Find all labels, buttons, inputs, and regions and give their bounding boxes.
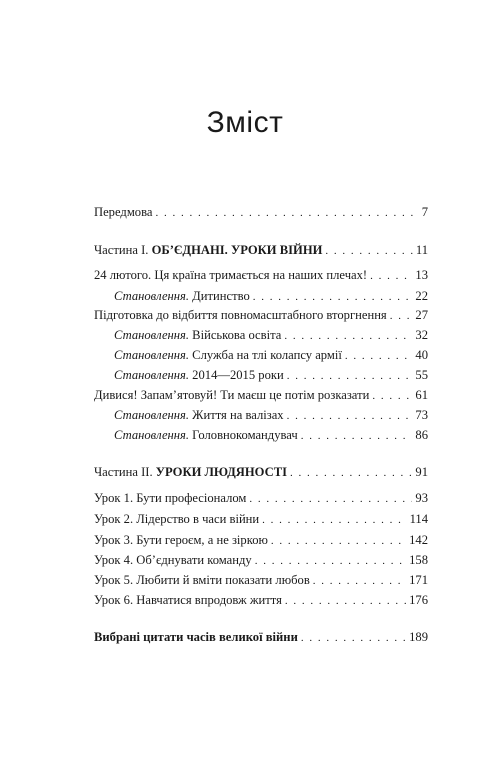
toc-entry-text bbox=[114, 325, 281, 345]
toc-entry-text bbox=[114, 286, 250, 306]
dot-leader bbox=[255, 551, 406, 571]
subchapter-title: Головнокомандувач bbox=[189, 428, 298, 442]
dot-leader bbox=[262, 510, 406, 530]
toc-entry-lesson bbox=[94, 590, 428, 610]
toc-page-number: 13 bbox=[415, 268, 428, 282]
toc-entry-text: 24 лютого. Ця країна тримається на наших плечах! bbox=[94, 268, 368, 282]
dot-leader bbox=[301, 628, 406, 648]
toc-page-number: 61 bbox=[415, 388, 428, 402]
toc-entry-text bbox=[114, 345, 342, 365]
toc-entry-chapter bbox=[94, 265, 428, 285]
subchapter-prefix: Становлення. bbox=[114, 408, 190, 422]
toc-entry-text: Передмова bbox=[94, 205, 153, 219]
toc-entry-text bbox=[114, 365, 284, 385]
toc-page-number: 7 bbox=[421, 205, 428, 219]
toc-entry-subchapter bbox=[114, 286, 428, 306]
part-title: ОБ’ЄДНАНІ. УРОКИ ВІЙНИ bbox=[151, 243, 323, 257]
subchapter-title: 2014—2015 роки bbox=[189, 368, 284, 382]
dot-leader bbox=[390, 306, 413, 326]
subchapter-prefix: Становлення. bbox=[114, 368, 190, 382]
dot-leader bbox=[290, 463, 412, 483]
toc-entry-subchapter bbox=[114, 425, 428, 445]
toc-page-number: 93 bbox=[415, 491, 428, 505]
toc-entry-text: Урок 2. Лідерство в часи війни bbox=[94, 512, 260, 526]
toc-entry-chapter bbox=[94, 305, 428, 325]
dot-leader bbox=[301, 426, 413, 446]
toc-entry-quotes bbox=[94, 627, 428, 647]
subchapter-prefix: Становлення. bbox=[114, 289, 190, 303]
subchapter-prefix: Становлення. bbox=[114, 348, 190, 362]
toc-page-number: 22 bbox=[415, 289, 428, 303]
dot-leader bbox=[284, 326, 412, 346]
toc-entry-text bbox=[114, 405, 284, 425]
toc-page-number: 176 bbox=[409, 593, 428, 607]
toc-entry-subchapter bbox=[114, 325, 428, 345]
toc-entry-text bbox=[114, 425, 298, 445]
subchapter-prefix: Становлення. bbox=[114, 328, 190, 342]
subchapter-title: Дитинство bbox=[189, 289, 250, 303]
toc-entry-chapter bbox=[94, 385, 428, 405]
toc-page-number: 40 bbox=[415, 348, 428, 362]
part-prefix: Частина II. bbox=[94, 465, 156, 479]
dot-leader bbox=[325, 241, 412, 261]
toc-entry-subchapter bbox=[114, 345, 428, 365]
dot-leader bbox=[313, 571, 406, 591]
toc-page-number: 114 bbox=[409, 512, 428, 526]
toc-entry-text: Підготовка до відбиття повномасштабного вторгнення bbox=[94, 308, 387, 322]
toc-entry-lesson bbox=[94, 509, 428, 529]
toc-entry-subchapter bbox=[114, 365, 428, 385]
part-title: УРОКИ ЛЮДЯНОСТІ bbox=[155, 465, 288, 479]
dot-leader bbox=[370, 266, 412, 286]
subchapter-title: Служба на тлі колапсу армії bbox=[189, 348, 342, 362]
dot-leader bbox=[287, 406, 413, 426]
dot-leader bbox=[155, 203, 418, 223]
toc-entry-text: Урок 1. Бути професіоналом bbox=[94, 491, 247, 505]
toc-page-number: 32 bbox=[415, 328, 428, 342]
toc-entry-text: Вибрані цитати часів великої війни bbox=[94, 630, 298, 644]
page-title: Зміст bbox=[206, 106, 284, 139]
toc-page-number: 142 bbox=[409, 533, 428, 547]
part-prefix: Частина I. bbox=[94, 243, 152, 257]
subchapter-title: Військова освіта bbox=[189, 328, 282, 342]
dot-leader bbox=[372, 386, 412, 406]
dot-leader bbox=[285, 591, 406, 611]
toc-entry-text: Урок 5. Любити й вміти показати любов bbox=[94, 573, 310, 587]
toc-entry-text: Урок 4. Об’єднувати команду bbox=[94, 553, 252, 567]
toc-page-number: 158 bbox=[409, 553, 428, 567]
toc-entry-subchapter bbox=[114, 405, 428, 425]
toc-page-number: 55 bbox=[415, 368, 428, 382]
toc-entry-text: Урок 3. Бути героєм, а не зіркою bbox=[94, 533, 268, 547]
toc-page-number: 73 bbox=[415, 408, 428, 422]
toc-page-number: 189 bbox=[409, 630, 428, 644]
toc-entry-text bbox=[94, 462, 287, 482]
toc-entry-lesson bbox=[94, 530, 428, 550]
dot-leader bbox=[253, 287, 413, 307]
toc-entry-lesson bbox=[94, 488, 428, 508]
subchapter-prefix: Становлення. bbox=[114, 428, 190, 442]
toc-entry-text: Урок 6. Навчатися впродовж життя bbox=[94, 593, 282, 607]
dot-leader bbox=[345, 346, 413, 366]
dot-leader bbox=[287, 366, 413, 386]
toc-entry-lesson bbox=[94, 550, 428, 570]
toc-page-number: 27 bbox=[415, 308, 428, 322]
toc-entry-preface bbox=[94, 202, 428, 222]
toc-entry-part-2 bbox=[94, 462, 428, 482]
subchapter-title: Життя на валізах bbox=[189, 408, 284, 422]
toc-entry-text bbox=[94, 240, 322, 260]
toc-page-number: 91 bbox=[415, 465, 428, 479]
dot-leader bbox=[271, 531, 406, 551]
dot-leader bbox=[249, 489, 412, 509]
toc-page-number: 86 bbox=[415, 428, 428, 442]
toc-entry-text: Дивися! Запам’ятовуй! Ти маєш це потім розказати bbox=[94, 388, 370, 402]
toc-page-number: 171 bbox=[409, 573, 428, 587]
toc-entry-part-1 bbox=[94, 240, 428, 260]
toc-entry-lesson bbox=[94, 570, 428, 590]
toc-page-number: 11 bbox=[415, 243, 428, 257]
